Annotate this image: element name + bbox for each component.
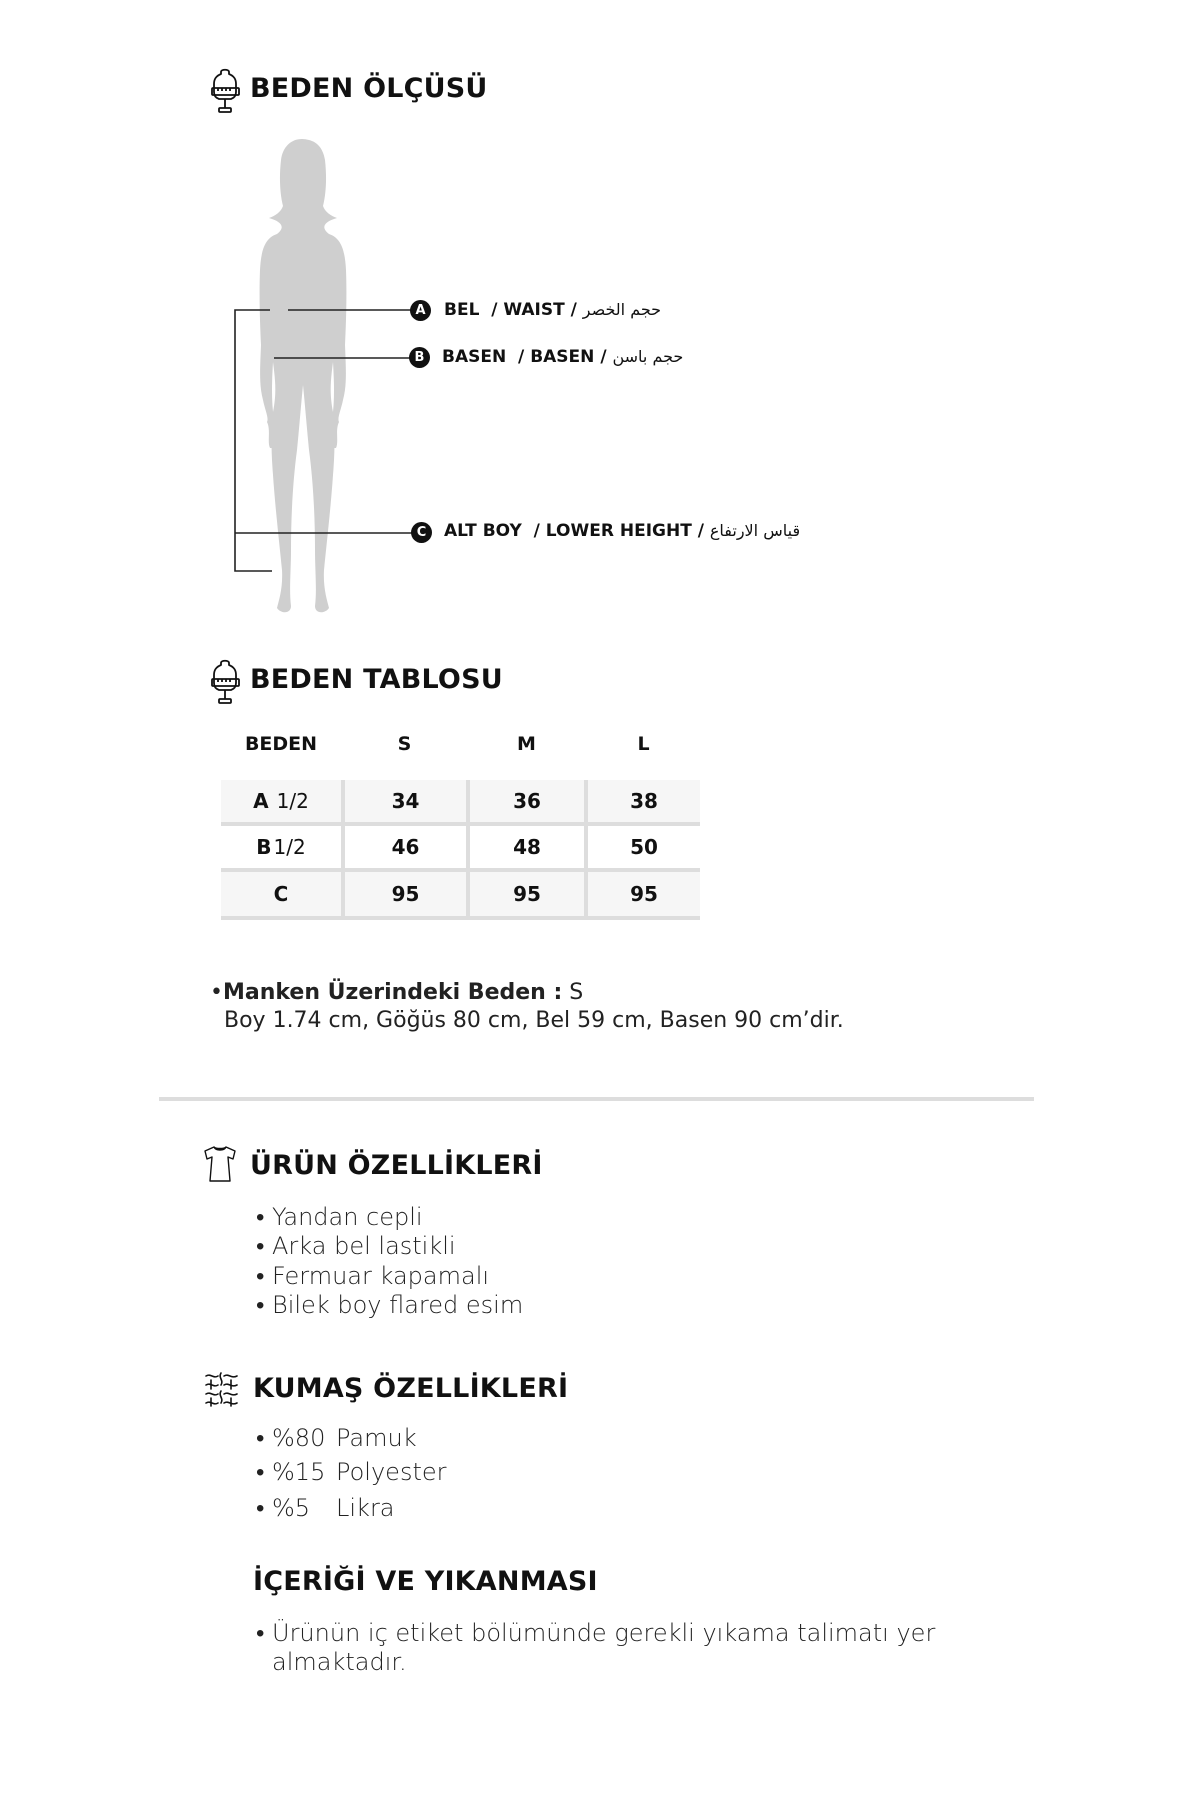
table-cell: 38 [588,780,700,822]
label-ar: حجم الخصر [582,300,662,319]
product-features-title: ÜRÜN ÖZELLİKLERİ [250,1150,543,1181]
label-en: BASEN [530,347,595,367]
label-tr: BASEN [442,347,507,367]
mannequin-icon [210,68,240,114]
marker-a: A [410,300,431,321]
label-tr: ALT BOY [444,521,522,541]
marker-b: B [409,347,430,368]
label-tr: BEL [444,300,480,320]
table-row-label: C [221,872,341,916]
care-title: İÇERİĞİ VE YIKANMASI [253,1566,598,1597]
table-row-label: A 1/2 [221,780,341,822]
measurement-label-waist: BEL / WAIST / حجم الخصر [444,300,662,320]
table-row-label: B 1/2 [221,826,341,868]
measurement-label-hip: BASEN / BASEN / حجم باسن [442,347,684,367]
table-divider [466,780,470,916]
table-header-l: L [637,733,650,755]
table-cell: 34 [345,780,466,822]
fabric-weave-icon [203,1371,241,1409]
fabric-features-title: KUMAŞ ÖZELLİKLERİ [253,1373,569,1404]
table-cell: 95 [588,872,700,916]
table-divider [584,780,588,916]
table-header-beden: BEDEN [244,733,318,755]
label-ar: قياس الارتفاع [709,521,801,540]
size-chart-title: BEDEN ÖLÇÜSÜ [250,73,488,104]
model-size-label: Manken Üzerindeki Beden : [222,980,563,1005]
table-divider [221,868,700,872]
model-size-value: S [569,980,584,1005]
section-divider [159,1097,1034,1101]
table-cell: 48 [470,826,584,868]
table-header-s: S [397,733,412,755]
list-item: • %80 Pamuk [256,1424,417,1452]
mannequin-icon [210,659,240,705]
table-header-m: M [517,733,536,755]
care-instruction: • Ürünün iç etiket bölümünde gerekli yıkama talimatı yer almaktadır. [256,1619,936,1676]
list-item: • %5 Likra [256,1494,395,1522]
table-cell: 95 [470,872,584,916]
list-item: • Bilek boy flared esim [256,1291,524,1319]
marker-c: C [411,522,432,543]
table-cell: 36 [470,780,584,822]
table-divider [221,822,700,826]
label-en: WAIST [503,300,565,320]
table-cell: 95 [345,872,466,916]
size-table-title: BEDEN TABLOSU [250,664,503,695]
model-size-info: •Manken Üzerindeki Beden : S [210,980,584,1005]
list-item: • Yandan cepli [256,1203,423,1231]
table-cell: 46 [345,826,466,868]
model-measurements: Boy 1.74 cm, Göğüs 80 cm, Bel 59 cm, Basen 90 cm’dir. [224,1008,844,1033]
list-item: • Arka bel lastikli [256,1232,456,1260]
measurement-lines [230,300,430,580]
measurement-label-lower-height: ALT BOY / LOWER HEIGHT / قياس الارتفاع [444,521,801,541]
label-en: LOWER HEIGHT [545,521,692,541]
table-cell: 50 [588,826,700,868]
list-item: • %15 Polyester [256,1458,447,1486]
table-divider [341,780,345,916]
list-item: • Fermuar kapamalı [256,1262,490,1290]
table-divider [221,916,700,920]
tshirt-icon [202,1145,238,1183]
label-ar: حجم باسن [612,347,684,366]
